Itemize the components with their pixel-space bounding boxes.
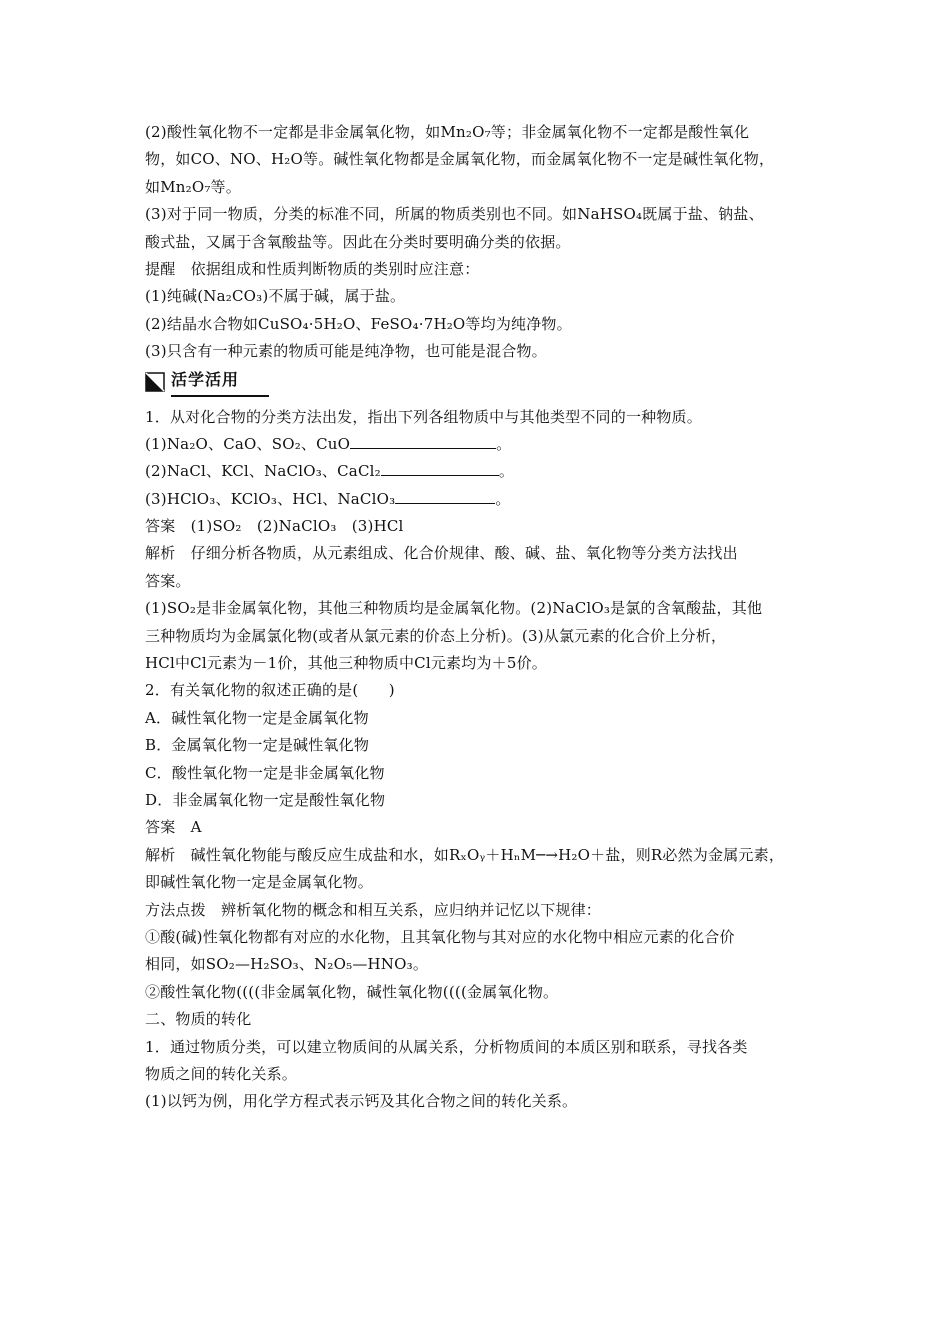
method-line: ①酸(碱)性氧化物都有对应的水化物，且其氧化物与其对应的水化物中相应元素的化合价 [145, 927, 735, 946]
text-line: 1．通过物质分类，可以建立物质间的从属关系，分析物质间的本质区别和联系，寻找各类 [145, 1037, 748, 1056]
analysis-line: 解析 碱性氧化物能与酸反应生成盐和水，如RₓOᵧ＋HₙM─→H₂O＋盐，则R必然为金属元素， [145, 845, 785, 864]
option-c: C．酸性氧化物一定是非金属氧化物 [145, 763, 385, 782]
option-b: B．金属氧化物一定是碱性氧化物 [145, 736, 370, 755]
analysis-line: 解析 仔细分析各物质，从元素组成、化合价规律、酸、碱、盐、氧化物等分类方法找出 [145, 544, 738, 563]
reminder-item: (1)纯碱(Na₂CO₃)不属于碱，属于盐。 [145, 287, 406, 306]
question-item [145, 486, 810, 513]
text-line: 物质之间的转化关系。 [145, 1064, 298, 1083]
section-title: 二、物质的转化 [145, 1010, 252, 1029]
question-item-end: 。 [496, 434, 512, 453]
reminder-title: 提醒 依据组成和性质判断物质的类别时应注意： [145, 259, 480, 278]
analysis-line: 答案。 [145, 571, 191, 590]
text-line: 物，如CO、NO、H₂O等。碱性氧化物都是金属氧化物，而金属氧化物不一定是碱性氧化物， [145, 150, 775, 169]
question-item-end: 。 [498, 462, 515, 481]
answer-line: 答案 A [145, 818, 202, 837]
method-line: 方法点拨 辨析氧化物的概念和相互关系，应归纳并记忆以下规律： [145, 900, 602, 919]
document-body [145, 119, 810, 1116]
option-d: D．非金属氧化物一定是酸性氧化物 [145, 790, 386, 809]
analysis-line: HCl中Cl元素为－1价，其他三种物质中Cl元素均为＋5价。 [145, 654, 547, 673]
question-item-end: 。 [495, 489, 511, 508]
question-stem: 2．有关氧化物的叙述正确的是( ) [145, 681, 395, 700]
text-line: (3)对于同一物质，分类的标准不同，所属的物质类别也不同。如NaHSO₄既属于盐、钠盐、 [145, 205, 764, 224]
section-heading-title: 活学活用 [171, 366, 269, 396]
question-item-text: (2)NaCl、KCl、NaClO₃、CaCl₂ [145, 462, 381, 481]
question-stem: 1．从对化合物的分类方法出发，指出下列各组物质中与其他类型不同的一种物质。 [145, 407, 702, 426]
option-a: A．碱性氧化物一定是金属氧化物 [145, 708, 369, 727]
question-item [145, 458, 810, 485]
answer-blank [395, 486, 495, 504]
reminder-item: (3)只含有一种元素的物质可能是纯净物，也可能是混合物。 [145, 342, 547, 361]
text-line: (1)以钙为例，用化学方程式表示钙及其化合物之间的转化关系。 [145, 1092, 578, 1111]
reminder-item: (2)结晶水合物如CuSO₄·5H₂O、FeSO₄·7H₂O等均为纯净物。 [145, 314, 572, 333]
answer-blank [381, 458, 499, 476]
analysis-line: 三种物质均为金属氯化物(或者从氯元素的价态上分析)。(3)从氯元素的化合价上分析， [145, 626, 727, 645]
question-item-text: (1)Na₂O、CaO、SO₂、CuO [145, 434, 351, 453]
text-line: (2)酸性氧化物不一定都是非金属氧化物，如Mn₂O₇等；非金属氧化物不一定都是酸性氧化 [145, 123, 750, 141]
section-heading [145, 366, 810, 398]
text-line: 如Mn₂O₇等。 [145, 177, 241, 196]
question-item [145, 431, 810, 458]
method-line: ②酸性氧化物((((非金属氧化物，碱性氧化物((((金属氧化物。 [145, 982, 559, 1001]
analysis-line: 即碱性氧化物一定是金属氧化物。 [145, 873, 374, 892]
diagonal-corner-icon [145, 372, 165, 392]
text-line: 酸式盐，又属于含氧酸盐等。因此在分类时要明确分类的依据。 [145, 232, 571, 251]
question-item-text: (3)HClO₃、KClO₃、HCl、NaClO₃ [145, 489, 396, 508]
answer-blank [350, 431, 496, 449]
analysis-line: (1)SO₂是非金属氧化物，其他三种物质均是金属氧化物。(2)NaClO₃是氯的含氧酸盐，其他 [145, 599, 763, 618]
answer-line: 答案 (1)SO₂ (2)NaClO₃ (3)HCl [145, 517, 404, 536]
method-line: 相同，如SO₂—H₂SO₃、N₂O₅—HNO₃。 [145, 955, 429, 974]
